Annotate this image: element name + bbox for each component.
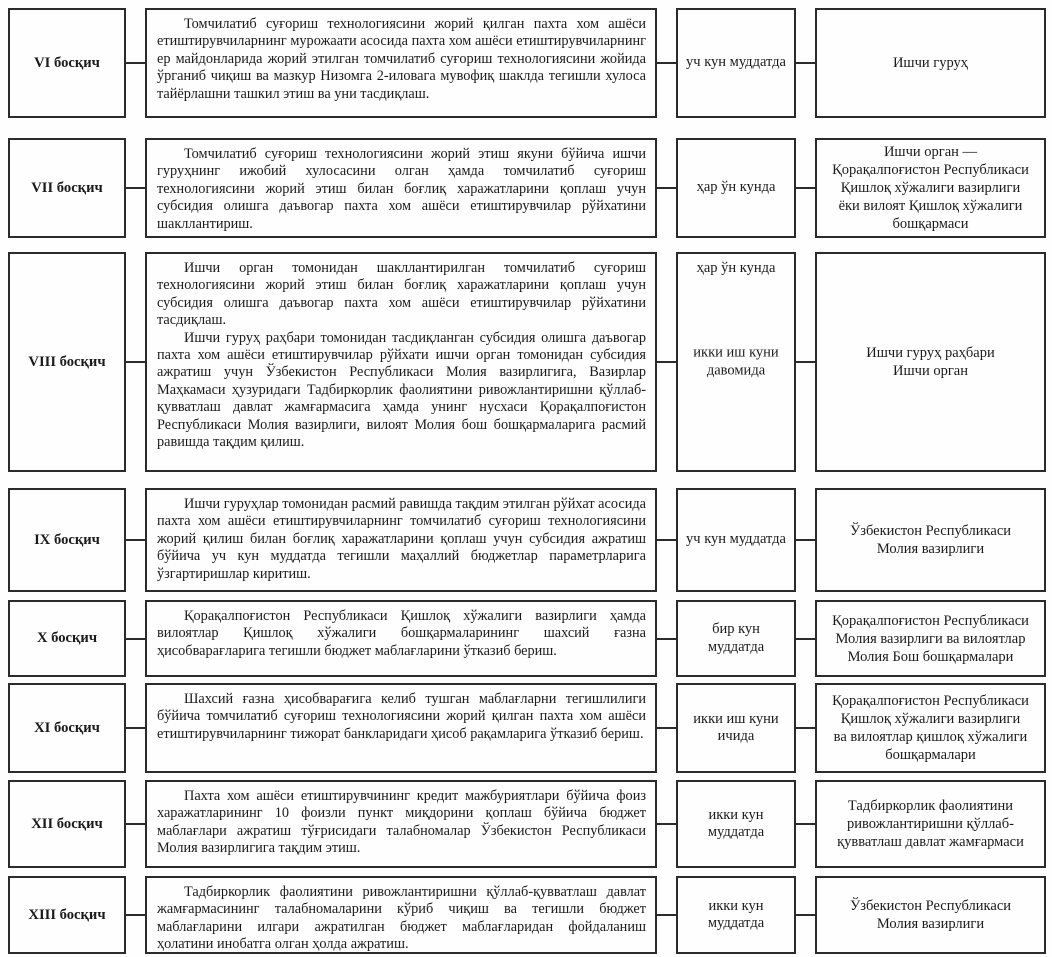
connector-line <box>126 62 145 64</box>
stage-description-box <box>145 683 657 773</box>
stage-label-box <box>8 8 126 118</box>
connector-line <box>796 823 815 825</box>
stage-description-box <box>145 8 657 118</box>
stage-description: Қорақалпоғистон Республикаси Қишлоқ хўжалиги вазирлиги ҳамда вилоятлар Қишлоқ хўжалиги бошқармаларининг шахсий ғазна ҳисобварағларига тегишли бюджет маблағларини ўтказиб бериш. <box>157 608 646 659</box>
connector-line <box>796 361 815 363</box>
timeframe-box <box>676 252 796 472</box>
stage-row-xi <box>8 683 1046 773</box>
responsible-line: қувватлаш давлат жамғармаси <box>837 834 1024 850</box>
stage-label-box <box>8 252 126 472</box>
stage-description: Томчилатиб суғориш технологиясини жорий этиш якуни бўйича ишчи гуруҳнинг ижобий хулосасини олган ҳамда томчилатиб суғориш технологиясини жорий этиш билан боғлиқ харажатларини қоплаш учун субсидия олишга даъвогар пахта хом ашёси етиштирувчилар рўйхатини шакллантириш. <box>157 146 646 232</box>
responsible-line: Ишчи орган <box>893 363 968 379</box>
stage-description-box <box>145 252 657 472</box>
responsible-line: Молия Бош бошқармалари <box>847 648 1014 665</box>
timeframe-box <box>676 683 796 773</box>
responsible-line: Қишлоқ хўжалиги вазирлиги <box>840 711 1021 727</box>
stage-row-x <box>8 600 1046 677</box>
responsible-line: Ишчи гуруҳ раҳбари <box>866 345 995 361</box>
responsible-line: ривожлантиришни қўллаб- <box>847 816 1014 832</box>
responsible-line: Ўзбекистон Республикаси <box>849 523 1012 539</box>
responsible-line: Қорақалпоғистон Республикаси <box>832 693 1029 709</box>
connector-line <box>657 727 676 729</box>
connector-line <box>657 62 676 64</box>
timeframe-box <box>676 780 796 868</box>
stage-row-viii <box>8 252 1046 472</box>
stage-description: Ишчи гуруҳ раҳбари томонидан тасдиқланган субсидия олишга даъвогар пахта хом ашёси етиштирувчилар рўйхати ишчи орган томонидан субсидия ажратиш учун Ўзбекистон Республикаси Молия вазирлигига, Вазирлар Маҳкамаси ҳузуридаги Тадбиркорлик фаолиятини ривожлантиришни қўллаб-қувватлаш давлат жамғармасига ҳамда унинг нусхаси Қорақалпоғистон Республикаси Молия вазирлиги, вилоят Молия бош бошқармаларига расмий равишда тақдим қилиш. <box>157 329 646 451</box>
timeframe-text: уч кун муддатда <box>686 531 786 548</box>
responsible-line: Тадбиркорлик фаолиятини <box>847 798 1014 814</box>
stage-description: Пахта хом ашёси етиштирувчининг кредит мажбуриятлари бўйича фоиз харажатларининг 10 фоизли пункт миқдорини қоплаш бўйича бюджет маблағлари ажратиш тўғрисидаги талабномалар Ўзбекистон Республикаси Молия вазирлигига тақдим этиш. <box>157 788 646 857</box>
connector-line <box>796 914 815 916</box>
responsible-line: Молия вазирлиги <box>876 916 985 932</box>
responsible-box <box>815 876 1046 954</box>
responsible-box <box>815 138 1046 238</box>
stage-row-vii <box>8 138 1046 238</box>
stage-row-xiii <box>8 876 1046 954</box>
connector-line <box>126 539 145 541</box>
timeframe-box <box>676 138 796 238</box>
connector-line <box>126 361 145 363</box>
responsible-line: Қорақалпоғистон Республикаси <box>832 612 1029 629</box>
timeframe-box <box>676 8 796 118</box>
connector-line <box>657 914 676 916</box>
timeframe-box <box>676 876 796 954</box>
responsible-box <box>815 488 1046 592</box>
responsible-box <box>815 252 1046 472</box>
connector-line <box>126 823 145 825</box>
responsible-box <box>815 683 1046 773</box>
connector-line <box>126 638 145 640</box>
stage-description: Томчилатиб суғориш технологиясини жорий қилган пахта хом ашёси етиштирувчиларнинг мурожаати асосида пахта хом ашёси етиштирувчиларнинг ер майдонларида жорий этилган томчилатиб суғориш технологиясини жойида ўрганиб чиқиш ва мазкур Низомга 2-иловага мувофиқ шаклда тегишли хулоса тайёрлашни ташкил этиш ва уни тасдиқлаш. <box>157 16 646 102</box>
timeframe-text: бир кун муддатда <box>707 621 765 655</box>
timeframe-text: ҳар ўн кунда <box>696 260 776 276</box>
stage-description: Тадбиркорлик фаолиятини ривожлантиришни қўллаб-қувватлаш давлат жамғармасининг талабномаларини кўриб чиқиш ва тегишли бюджет маблағларини илгари ажратилган бюджет маблағларидан фойдаланиш ҳолатини инобатга олган ҳолда ажратиш. <box>157 884 646 953</box>
connector-line <box>796 638 815 640</box>
connector-line <box>657 187 676 189</box>
connector-line <box>657 638 676 640</box>
connector-line <box>126 727 145 729</box>
responsible-box <box>815 780 1046 868</box>
responsible-box <box>815 600 1046 677</box>
responsible-line: ёки вилоят Қишлоқ хўжалиги <box>838 198 1023 214</box>
stage-row-ix <box>8 488 1046 592</box>
stage-description: Шахсий ғазна ҳисобварағига келиб тушган маблағларни тегишлилиги бўйича томчилатиб суғориш технологиясини жорий қилган пахта хом ашёси етиштирувчиларнинг тижорат банкларидаги ҳисоб рақамларига ўтказиб бериш. <box>157 691 646 742</box>
stage-row-vi <box>8 8 1046 118</box>
stage-label: IX босқич <box>34 531 100 548</box>
stage-label-box <box>8 600 126 677</box>
connector-line <box>657 823 676 825</box>
stage-description: Ишчи орган томонидан шакллантирилган томчилатиб суғориш технологиясини жорий этиш билан боғлиқ харажатларини қоплаш учун субсидия олишга даъвогар пахта хом ашёси етиштирувчилар рўйхатини тасдиқлаш. <box>157 260 646 329</box>
stage-label: XI босқич <box>34 719 100 736</box>
stage-label-box <box>8 780 126 868</box>
stage-description: Ишчи гуруҳлар томонидан расмий равишда тақдим этилган рўйхат асосида пахта хом ашёси етиштирувчиларнинг томчилатиб суғориш технологиясини жорий қилиш билан боғлиқ харажатларини қоплаш учун субсидия ажратиш бўйича уч кун муддатда тегишли маҳаллий бюджетлар параметрларига ўзгартиришлар киритиш. <box>157 496 646 582</box>
connector-line <box>796 539 815 541</box>
connector-line <box>796 62 815 64</box>
timeframe-text: икки кун муддатда <box>707 806 765 840</box>
responsible-box <box>815 8 1046 118</box>
stage-description-box <box>145 876 657 954</box>
connector-line <box>796 727 815 729</box>
responsible-line: бошқармалари <box>885 747 976 763</box>
stage-row-xii <box>8 780 1046 868</box>
connector-line <box>657 539 676 541</box>
stage-description-box <box>145 138 657 238</box>
timeframe-text: икки иш куни ичида <box>693 710 779 744</box>
stage-label: VII босқич <box>31 179 103 196</box>
responsible-line: Ишчи орган — <box>883 144 978 160</box>
responsible-line: Қорақалпоғистон Республикаси <box>832 162 1029 178</box>
stage-label: XIII босқич <box>28 906 106 923</box>
timeframe-text: икки кун муддатда <box>707 897 765 931</box>
connector-line <box>126 914 145 916</box>
responsible-line: бошқармаси <box>892 216 969 232</box>
stage-label-box <box>8 683 126 773</box>
responsible-line: Ишчи гуруҳ <box>892 55 969 71</box>
stage-label: VIII босқич <box>28 353 106 370</box>
connector-line <box>126 187 145 189</box>
responsible-line: Молия вазирлиги <box>876 541 985 557</box>
timeframe-text: ҳар ўн кунда <box>696 179 776 196</box>
responsible-line: Ўзбекистон Республикаси <box>849 898 1012 914</box>
timeframe-box <box>676 600 796 677</box>
stage-description-box <box>145 780 657 868</box>
responsible-line: Молия вазирлиги ва вилоятлар <box>835 630 1026 647</box>
stage-label-box <box>8 488 126 592</box>
timeframe-text: уч кун муддатда <box>686 54 786 71</box>
stage-label: VI босқич <box>34 54 100 71</box>
responsible-line: Қишлоқ хўжалиги вазирлиги <box>840 180 1021 196</box>
stage-description-box <box>145 488 657 592</box>
responsible-line: ва вилоятлар қишлоқ хўжалиги <box>833 729 1028 745</box>
stage-label: X босқич <box>36 630 98 646</box>
connector-line <box>657 361 676 363</box>
stage-label: XII босқич <box>31 815 103 832</box>
stage-description-box <box>145 600 657 677</box>
stage-label-box <box>8 876 126 954</box>
timeframe-box <box>676 488 796 592</box>
connector-line <box>796 187 815 189</box>
timeframe-text: икки иш куни давомида <box>693 344 779 378</box>
stage-label-box <box>8 138 126 238</box>
